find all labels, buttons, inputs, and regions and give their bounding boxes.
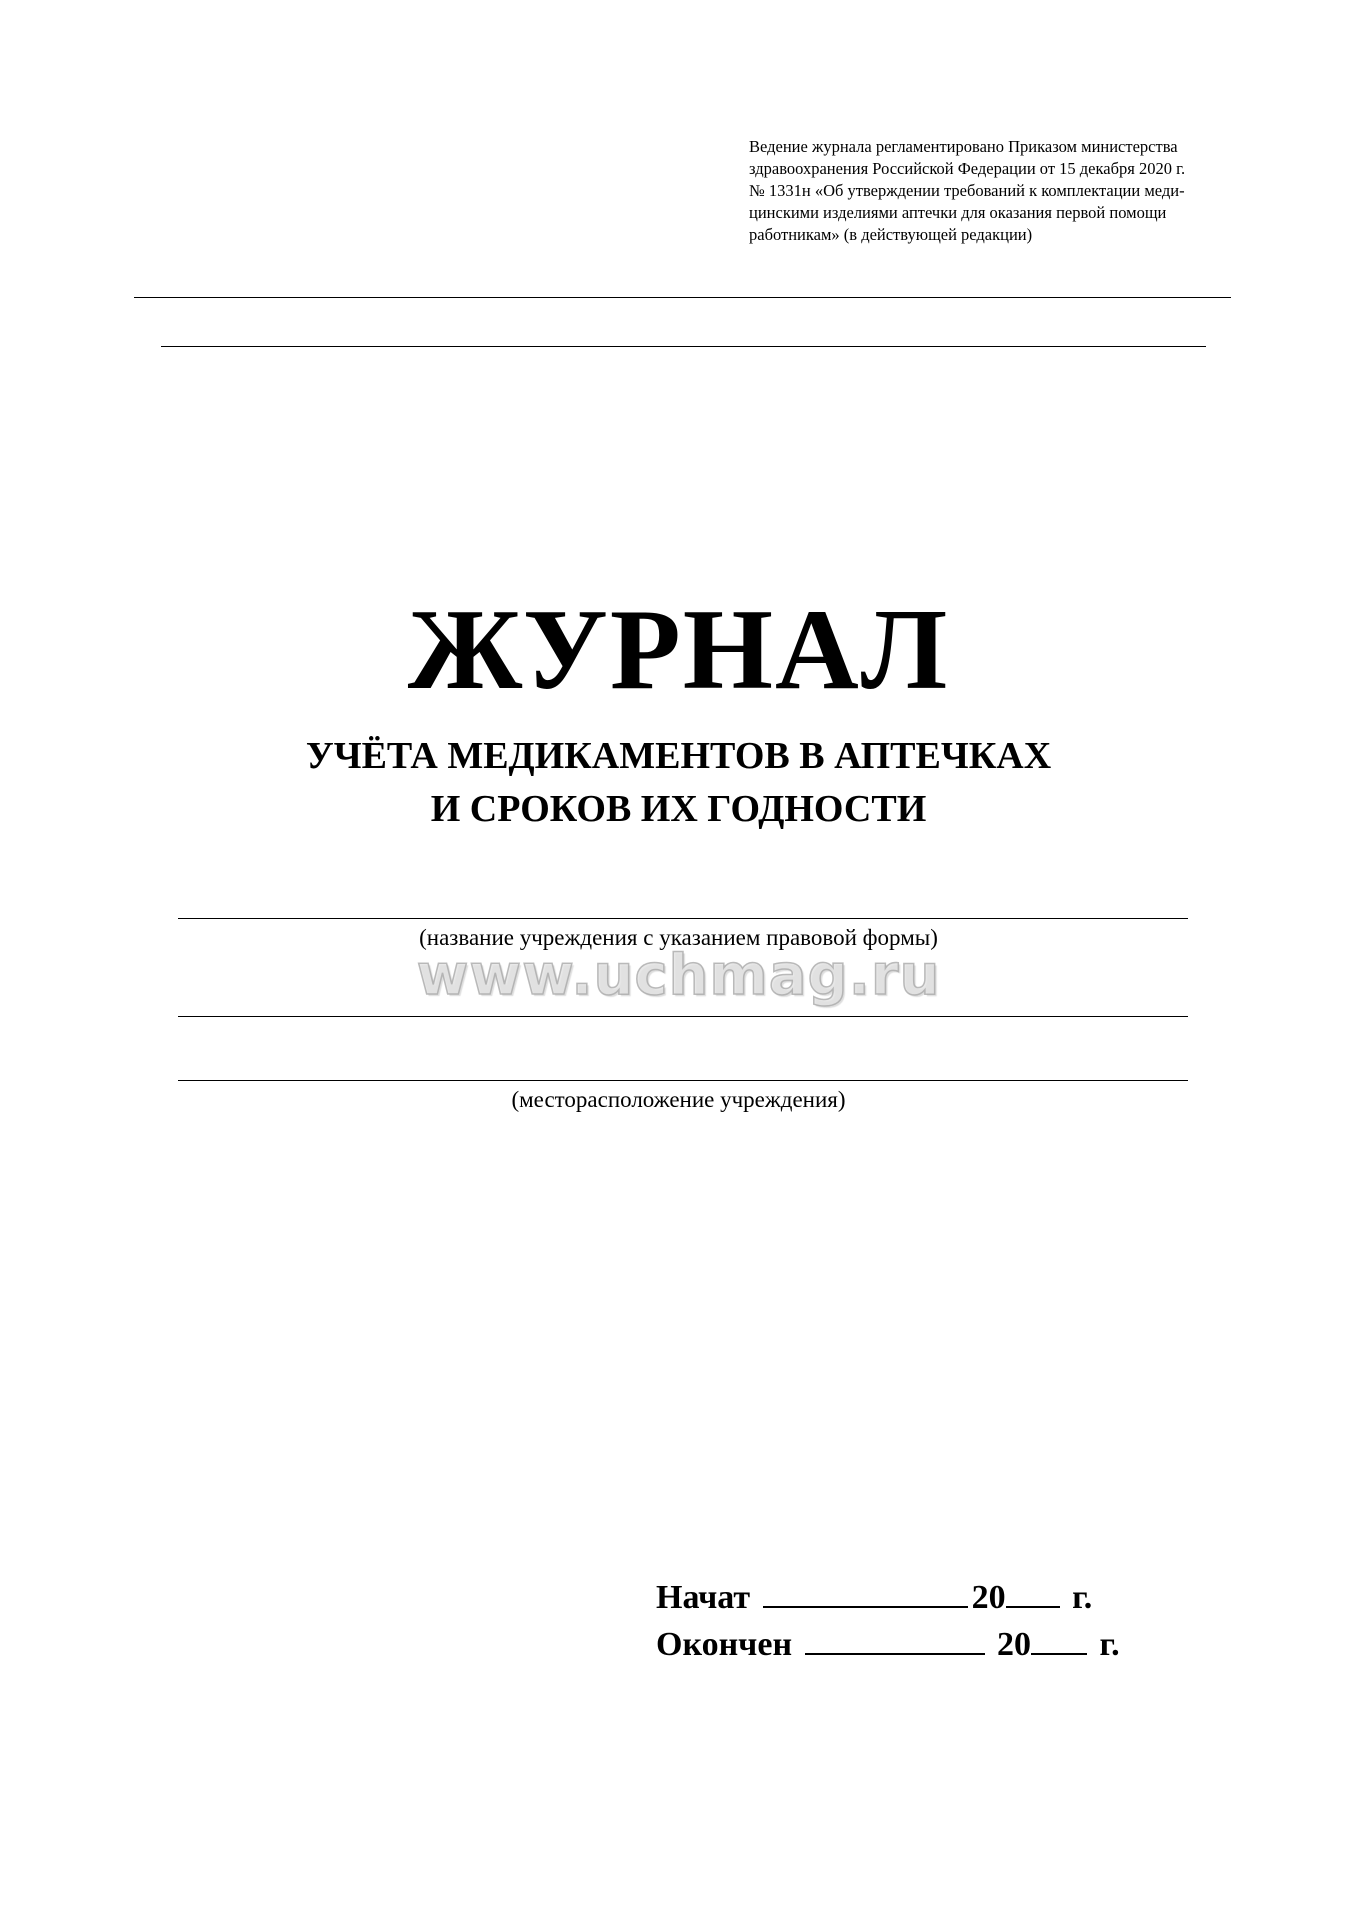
finished-year-prefix: 20 [997, 1626, 1032, 1663]
regulation-line: работникам» (в действующей редакции) [749, 225, 1033, 244]
location-line [178, 1080, 1188, 1081]
institution-name-caption: (название учреждения с указанием правовой формы) [419, 925, 938, 950]
started-year-suffix: г. [1072, 1579, 1093, 1616]
date-finished-row [656, 1622, 1120, 1668]
started-year-blank[interactable] [1006, 1576, 1060, 1608]
journal-title: ЖУРНАЛ [407, 586, 950, 714]
date-started-row [656, 1575, 1092, 1621]
watermark: www.uchmag.ru [416, 943, 941, 1008]
finished-year-suffix: г. [1099, 1626, 1120, 1663]
started-date-blank[interactable] [763, 1576, 968, 1608]
finished-year-blank[interactable] [1031, 1623, 1087, 1655]
location-caption: (месторасположение учреждения) [511, 1087, 846, 1112]
journal-subtitle-line1: УЧЁТА МЕДИКАМЕНТОВ В АПТЕЧКАХ [305, 735, 1052, 777]
regulation-line: цинскими изделиями аптечки для оказания первой помощи [749, 203, 1167, 222]
top-rule-1 [134, 297, 1231, 298]
finished-date-blank[interactable] [805, 1623, 985, 1655]
regulation-line: № 1331н «Об утверждении требований к комплектации меди- [749, 181, 1185, 200]
regulation-note [749, 136, 1235, 246]
started-label: Начат [656, 1579, 751, 1616]
institution-name-line [178, 918, 1188, 919]
regulation-line: Ведение журнала регламентировано Приказом министерства [749, 137, 1178, 156]
journal-subtitle-line2: И СРОКОВ ИХ ГОДНОСТИ [430, 788, 927, 830]
top-rule-2 [161, 346, 1206, 347]
started-year-prefix: 20 [971, 1579, 1006, 1616]
institution-name-line-2 [178, 1016, 1188, 1017]
finished-label: Окончен [656, 1626, 793, 1663]
regulation-line: здравоохранения Российской Федерации от 15 декабря 2020 г. [749, 159, 1186, 178]
